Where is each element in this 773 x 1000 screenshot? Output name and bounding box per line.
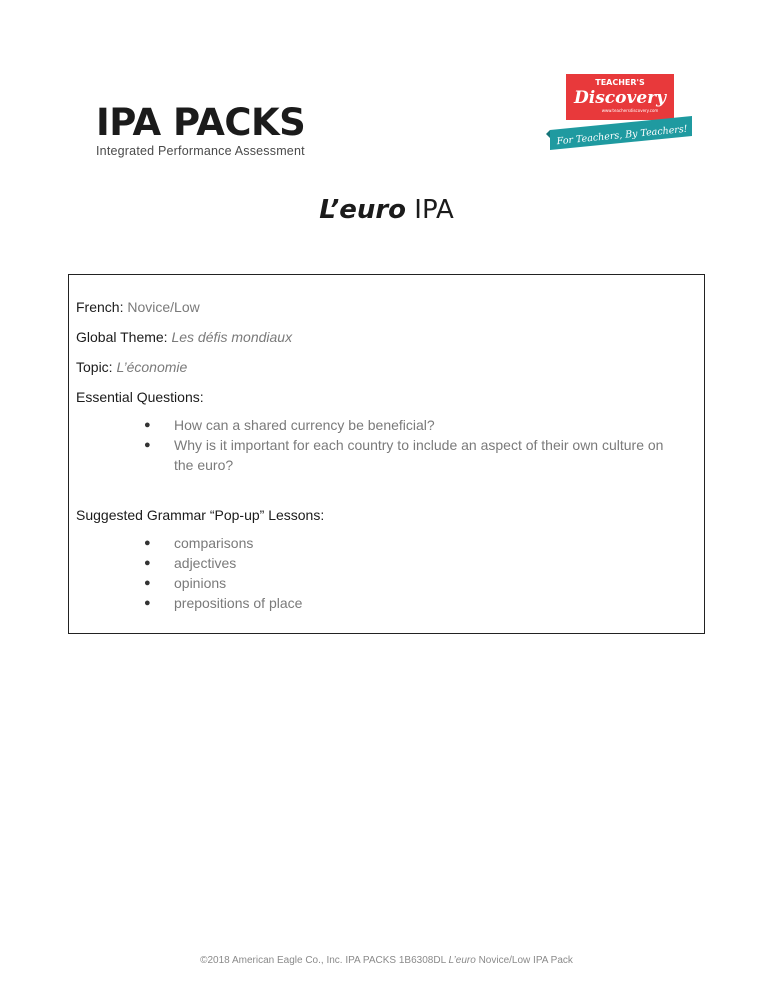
topic-value: L’économie [112,359,188,375]
questions-list [76,415,704,475]
grammar-item: ● prepositions of place [144,593,704,613]
footer-prefix: ©2018 American Eagle Co., Inc. IPA PACKS 1B6308DL [200,955,449,966]
theme-label: Global Theme: [76,329,168,345]
questions-label: Essential Questions: [76,389,204,405]
title-italic: L’euro [319,195,407,225]
grammar-label: Suggested Grammar “Pop-up” Lessons: [76,507,325,523]
topic-row [76,357,704,377]
logo-url: www.teachersdiscovery.com [601,108,659,113]
brand-title: IPA PACKS [96,101,306,144]
grammar-item: ● comparisons [144,533,704,553]
theme-value: Les défis mondiaux [167,329,293,345]
topic-label: Topic: [76,359,113,375]
brand-block [96,103,305,158]
footer-suffix: Novice/Low IPA Pack [475,955,573,966]
page-title [0,195,773,225]
ribbon-fold-left [546,130,550,138]
brand-subtitle: Integrated Performance Assessment [96,144,305,158]
language-value: Novice/Low [123,299,200,315]
question-item: ● Why is it important for each country to include an aspect of their own culture on the euro? [144,435,704,475]
grammar-item: ● opinions [144,573,704,593]
question-item: ● How can a shared currency be beneficial? [144,415,704,435]
footer [0,955,773,966]
footer-italic: L’euro [448,955,476,966]
logo-line1: TEACHER'S [595,78,645,87]
logo-ribbon-text: For Teachers, By Teachers! [556,123,689,148]
grammar-item: ● adjectives [144,553,704,573]
title-rest: IPA [406,195,454,225]
theme-row [76,327,704,347]
logo-line2: Discovery [574,88,666,108]
teachers-discovery-logo [546,72,696,154]
grammar-list [76,533,704,613]
language-label: French: [76,299,124,315]
language-row [76,297,704,317]
info-box [68,274,705,634]
